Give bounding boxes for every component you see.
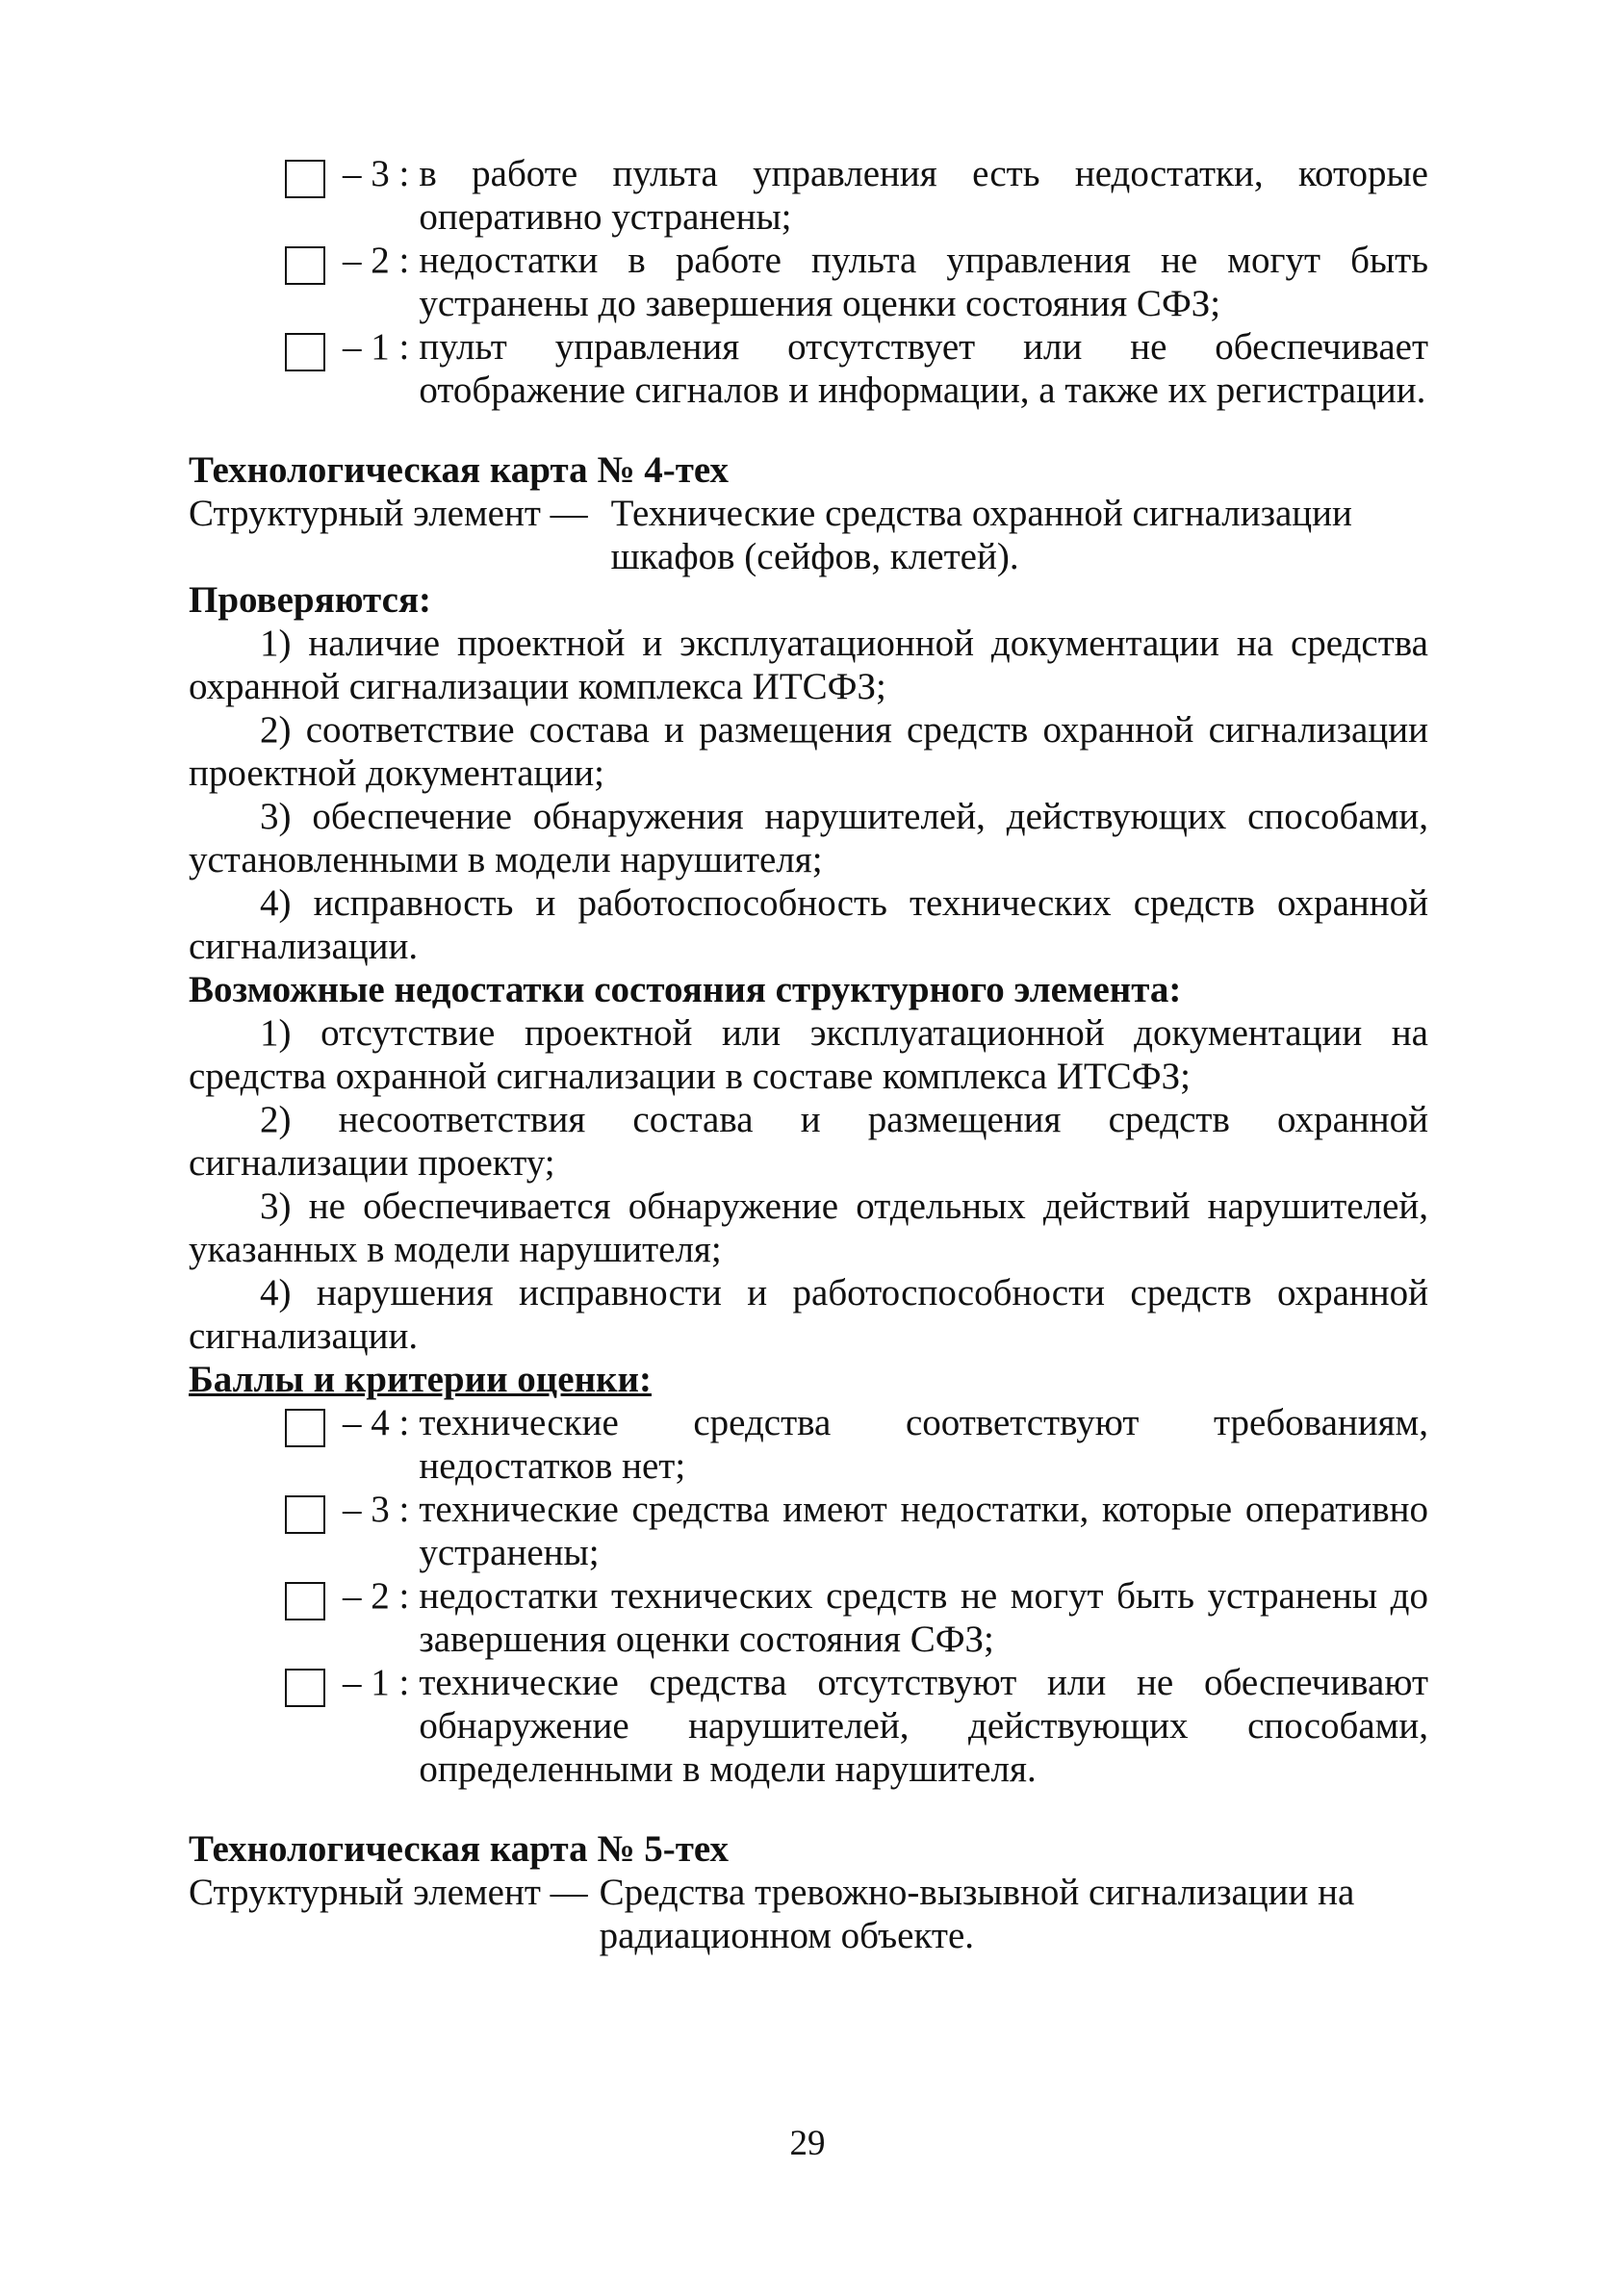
criterion-score: – 2 :	[343, 240, 410, 281]
card4-structural-element	[189, 492, 1428, 578]
defect-item: 3) не обеспечивается обнаружение отдельных действий нарушителей, указанных в модели нарушителя;	[189, 1186, 1428, 1270]
criterion-text: пульт управления отсутствует или не обеспечивает отображение сигналов и информации, а также их регистрации.	[419, 326, 1428, 411]
checkbox[interactable]	[285, 1495, 325, 1534]
struct-value-line2: радиационном объекте.	[599, 1915, 975, 1956]
criterion-text: технические средства соответствуют требованиям, недостатков нет;	[419, 1402, 1428, 1487]
checkbox[interactable]	[285, 246, 325, 285]
criterion-item	[285, 325, 1428, 412]
checkbox[interactable]	[285, 160, 325, 198]
card5-title: Технологическая карта № 5-тех	[189, 1828, 729, 1870]
page-number: 29	[789, 2124, 826, 2163]
defect-item: 1) отсутствие проектной или эксплуатационной документации на средства охранной сигнализации в составе комплекса ИТСФЗ;	[189, 1012, 1428, 1097]
checked-item: 4) исправность и работоспособность технических средств охранной сигнализации.	[189, 882, 1428, 967]
defects-heading: Возможные недостатки состояния структурного элемента:	[189, 969, 1182, 1010]
criterion-item	[285, 239, 1428, 325]
card5-structural-element	[189, 1871, 1428, 1957]
criterion-text: технические средства отсутствуют или не обеспечивают обнаружение нарушителей, действующих способами, определенными в модели нарушителя.	[419, 1662, 1428, 1790]
scores-heading	[189, 1358, 1428, 1401]
checkbox[interactable]	[285, 1409, 325, 1447]
criterion-score: – 2 :	[343, 1575, 410, 1617]
checked-item: 3) обеспечение обнаружения нарушителей, действующих способами, установленными в модели нарушителя;	[189, 796, 1428, 880]
criterion-item	[285, 1574, 1428, 1661]
criterion-score: – 3 :	[343, 1489, 410, 1530]
criterion-item	[285, 152, 1428, 239]
struct-label: Структурный элемент —	[189, 1872, 588, 1913]
checked-item: 1) наличие проектной и эксплуатационной документации на средства охранной сигнализации комплекса ИТСФЗ;	[189, 623, 1428, 707]
criterion-text: недостатки в работе пульта управления не могут быть устранены до завершения оценки состояния СФЗ;	[419, 240, 1428, 324]
criterion-score: – 4 :	[343, 1402, 410, 1443]
card4-title: Технологическая карта № 4-тех	[189, 449, 729, 491]
criterion-item	[285, 1401, 1428, 1488]
criterion-item	[285, 1661, 1428, 1791]
criterion-score: – 1 :	[343, 326, 410, 368]
defect-item: 2) несоответствия состава и размещения средств охранной сигнализации проекту;	[189, 1099, 1428, 1184]
criterion-text: недостатки технических средств не могут быть устранены до завершения оценки состояния СФЗ;	[419, 1575, 1428, 1660]
struct-value-line2: шкафов (сейфов, клетей).	[610, 536, 1019, 577]
checked-heading: Проверяются:	[189, 579, 432, 621]
criterion-score: – 1 :	[343, 1662, 410, 1703]
scores-heading-text: Баллы и критерии оценки:	[189, 1359, 652, 1400]
document-page	[189, 152, 1428, 1957]
defect-item: 4) нарушения исправности и работоспособности средств охранной сигнализации.	[189, 1272, 1428, 1357]
criterion-item	[285, 1488, 1428, 1574]
criterion-text: технические средства имеют недостатки, которые оперативно устранены;	[419, 1489, 1428, 1573]
struct-label: Структурный элемент —	[189, 493, 588, 534]
criterion-score: – 3 :	[343, 153, 410, 194]
struct-value-line1: Технические средства охранной сигнализации	[610, 493, 1352, 534]
checkbox[interactable]	[285, 1669, 325, 1707]
checkbox[interactable]	[285, 1582, 325, 1620]
struct-value-line1: Средства тревожно-вызывной сигнализации на	[599, 1872, 1355, 1913]
criterion-text: в работе пульта управления есть недостатки, которые оперативно устранены;	[419, 153, 1428, 238]
checked-item: 2) соответствие состава и размещения средств охранной сигнализации проектной документации;	[189, 709, 1428, 794]
checkbox[interactable]	[285, 333, 325, 371]
